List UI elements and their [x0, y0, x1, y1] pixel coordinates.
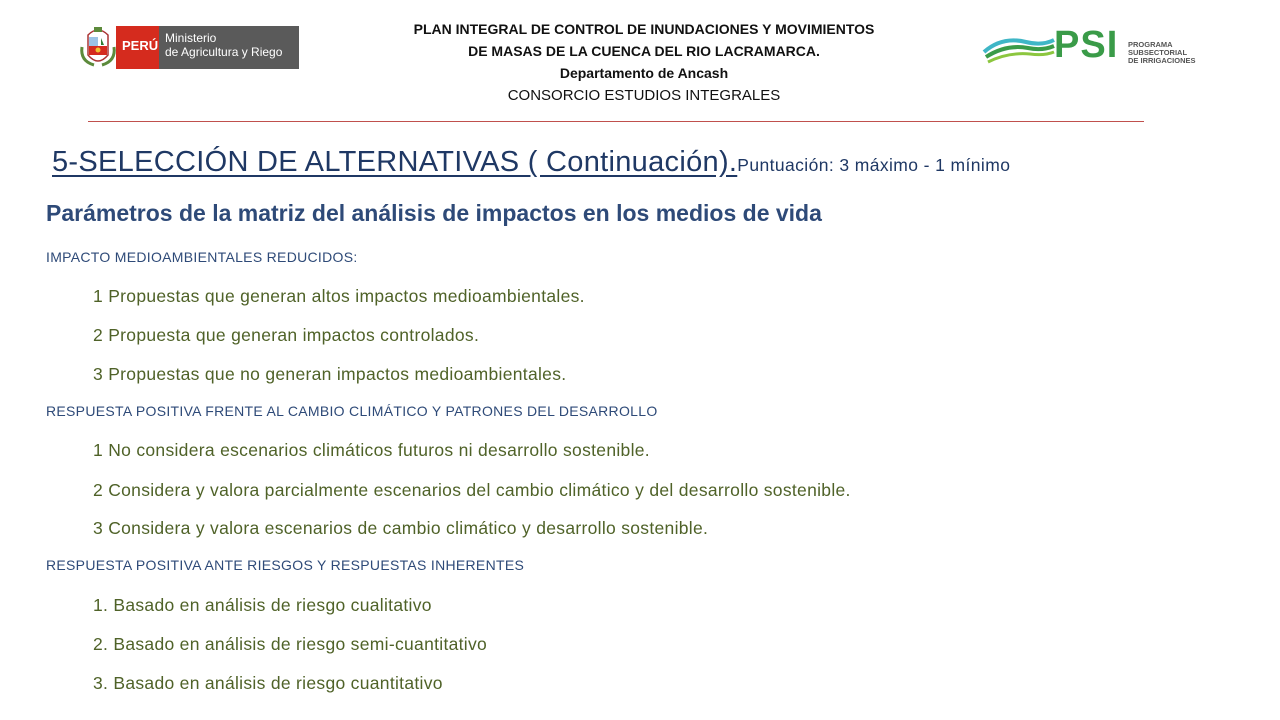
- ministry-logo: [78, 25, 300, 70]
- header-line-4: CONSORCIO ESTUDIOS INTEGRALES: [507, 87, 781, 104]
- list-item: 3 Considera y valora escenarios de cambio climático y desarrollo sostenible.: [93, 518, 709, 538]
- list-item: 3. Basado en análisis de riesgo cuantitativo: [93, 673, 443, 693]
- header-line-2: DE MASAS DE LA CUENCA DEL RIO LACRAMARCA.: [468, 43, 820, 59]
- section-heading-riesgos: RESPUESTA POSITIVA ANTE RIESGOS Y RESPUESTAS INHERENTES: [46, 557, 525, 573]
- psi-label: PSI: [1054, 24, 1119, 66]
- section-heading-impacto: IMPACTO MEDIOAMBIENTALES REDUCIDOS:: [46, 249, 358, 265]
- slide-subtitle: Parámetros de la matriz del análisis de impactos en los medios de vida: [46, 200, 822, 226]
- psi-text-3: DE IRRIGACIONES: [1128, 56, 1196, 65]
- list-item: 2. Basado en análisis de riesgo semi-cuantitativo: [93, 634, 488, 654]
- psi-program-text: [1128, 41, 1196, 65]
- slide-title-note: Puntuación: 3 máximo - 1 mínimo: [737, 155, 1011, 175]
- section-heading-cambio-climatico: RESPUESTA POSITIVA FRENTE AL CAMBIO CLIMÁTICO Y PATRONES DEL DESARROLLO: [46, 403, 658, 419]
- list-item: 1 No considera escenarios climáticos futuros ni desarrollo sostenible.: [93, 440, 650, 460]
- list-item: 1 Propuestas que generan altos impactos medioambientales.: [93, 286, 585, 306]
- header-line-3: Departamento de Ancash: [559, 65, 729, 81]
- psi-logo: [982, 26, 1206, 66]
- list-item: 3 Propuestas que no generan impactos medioambientales.: [93, 364, 567, 384]
- list-item: 2 Considera y valora parcialmente escenarios del cambio climático y del desarrollo sostenible.: [93, 480, 851, 500]
- ministry-label-2: de Agricultura y Riego: [165, 45, 283, 59]
- psi-text-2: SUBSECTORIAL: [1128, 48, 1188, 57]
- psi-text-1: PROGRAMA: [1128, 40, 1173, 49]
- header-divider: [88, 121, 1144, 122]
- list-item: 2 Propuesta que generan impactos controlados.: [93, 325, 480, 345]
- peru-label: PERÚ: [122, 38, 159, 53]
- list-item: 1. Basado en análisis de riesgo cualitativo: [93, 595, 432, 615]
- document-header: [330, 18, 958, 108]
- ministry-label-1: Ministerio: [165, 31, 217, 45]
- slide-title: [52, 146, 1010, 179]
- header-line-1: PLAN INTEGRAL DE CONTROL DE INUNDACIONES Y MOVIMIENTOS: [413, 21, 875, 37]
- slide-title-main: 5-SELECCIÓN DE ALTERNATIVAS ( Continuación).: [52, 146, 738, 178]
